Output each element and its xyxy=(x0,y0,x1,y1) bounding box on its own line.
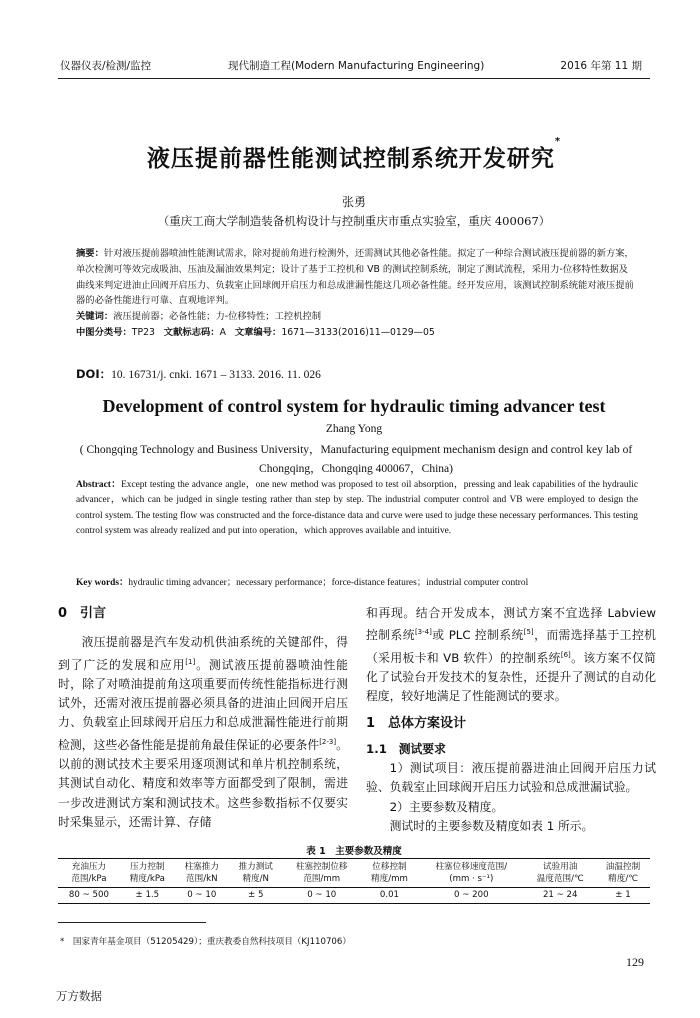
citation-5: [5] xyxy=(523,628,534,637)
th-line: 温度范围/℃ xyxy=(536,874,584,884)
footnote-rule xyxy=(58,922,206,923)
intro-cont-text-d: 。该方案不仅简化了试验台开发技术的复杂性，还提升了测试的自动化程度，较好地满足了性能测试的要求。 xyxy=(366,650,656,704)
section-1-heading: 1 总体方案设计 xyxy=(366,716,467,732)
doc-code-value: A xyxy=(219,326,226,338)
paper-title-cn xyxy=(58,136,650,173)
keywords-en-text: hydraulic timing advancer；necessary performance；force-distance features；industrial computer control xyxy=(128,578,529,588)
table-header-cell xyxy=(175,859,229,888)
article-no-label: 文章编号： xyxy=(234,326,282,338)
keywords-cn xyxy=(76,309,636,325)
author-cn: 张勇 xyxy=(341,195,366,209)
th-line: 范围/kPa xyxy=(71,874,107,884)
doi-line xyxy=(76,366,321,382)
intro-text-c: 。以前的测试技术主要采用逐项测试和单片机控制系统，其测试自动化、精度和效率等方面都受到了限制，需进一步改进测试方案和测试技术。这些参数指标不仅要实时采集显示，还需计算、存储 xyxy=(58,737,348,829)
affiliation-en: ( Chongqing Technology and Business University，Manufacturing equipment mechanism design and control key lab of Chongqing，Chongqing 400067，China) xyxy=(79,444,633,475)
author-en: Zhang Yong xyxy=(325,423,383,435)
running-header-left: 仪器仪表/检测/监控 xyxy=(60,60,152,72)
table-cell: ± 1 xyxy=(615,890,631,900)
body-left-column xyxy=(58,604,348,832)
citation-1: [1] xyxy=(185,657,196,666)
keywords-cn-label: 关键词： xyxy=(76,311,114,323)
abstract-en xyxy=(76,478,638,540)
running-header-center: 现代制造工程(Modern Manufacturing Engineering) xyxy=(228,60,485,72)
params-intro: 测试时的主要参数及精度如表 1 所示。 xyxy=(389,818,594,833)
table-cell: ± 1.5 xyxy=(135,890,160,900)
th-line: 精度/N xyxy=(242,874,269,884)
test-items-paragraph: 1）测试项目：液压提前器进油止回阀开启压力试验、负载室止回球阀开启压力试验和总成泄漏试验。 xyxy=(366,760,656,795)
title-cn-text: 液压提前器性能测试控制系统开发研究 xyxy=(146,146,555,172)
table-cell: 0 ~ 10 xyxy=(187,890,217,900)
classification-line xyxy=(76,325,636,341)
header-rule xyxy=(58,78,650,79)
abstract-cn-para xyxy=(76,246,636,309)
class-label: 中图分类号： xyxy=(76,326,132,338)
keywords-en-label: Key words： xyxy=(76,578,129,588)
intro-cont-text-a: 和再现。结合开发成本，测试方案不宜选择 Labview 控制系统 xyxy=(366,606,656,643)
intro-cont-text-b: 或 PLC 控制系统 xyxy=(431,628,524,643)
abstract-cn-label: 摘要： xyxy=(76,248,104,259)
table-header-cell xyxy=(418,859,524,888)
table-header-cell xyxy=(596,859,650,888)
th-line: 油温控制 xyxy=(605,862,641,872)
table-cell: 0 ~ 10 xyxy=(307,890,337,900)
table-header-row xyxy=(58,859,650,888)
abstract-cn-text: 针对液压提前器喷油性能测试需求，除对提前角进行检测外，还需测试其他必备性能。拟定了一种综合测试液压提前器的新方案，单次检测可等效完成吸油、压油及漏油效果判定；设计了基于工控机和 VB 的测试控制系统，制定了测试流程，采用力-位移特性数据及曲线来判定进油止回阀开启压力、负载室止回球阀开启压力和总成泄漏性能这几项必备性能。经开发应用，该测试控制系统能对液压提前器的必备性能进行可靠、直观地评判。 xyxy=(76,248,634,307)
citation-3-4: [3-4] xyxy=(414,628,432,637)
watermark-text: 万方数据 xyxy=(56,989,102,1003)
th-line: 柱塞位移速度范围/ xyxy=(435,862,508,872)
body-right-column xyxy=(366,604,656,836)
table-header-cell xyxy=(120,859,175,888)
th-line: 精度/℃ xyxy=(608,874,638,884)
th-line: 精度/mm xyxy=(371,874,408,884)
intro-paragraph xyxy=(58,633,348,832)
table-header-cell xyxy=(524,859,596,888)
th-line: 试验用油 xyxy=(543,862,578,872)
affiliation-cn: （重庆工商大学制造装备机构设计与控制重庆市重点实验室，重庆 400067） xyxy=(157,214,551,228)
intro-continued-paragraph xyxy=(366,604,656,706)
article-no-value: 1671—3133(2016)11—0129—05 xyxy=(281,326,435,338)
keywords-cn-text: 液压提前器；必备性能；力-位移特性；工控机控制 xyxy=(113,311,322,323)
section-0-heading: 0 引言 xyxy=(58,606,107,621)
intro-text-a: 液压提前器是汽车发动机供油系统的关键部件，得到了广泛的发展和应用 xyxy=(58,635,348,672)
table-header-cell xyxy=(283,859,361,888)
funding-footnote: * 国家青年基金项目（51205429）；重庆教委自然科技项目（KJ110706） xyxy=(60,937,351,947)
doi-label: DOI： xyxy=(76,367,112,381)
title-footnote-mark: * xyxy=(554,136,562,147)
table-1 xyxy=(58,858,650,904)
table-cell: 80 ~ 500 xyxy=(68,890,109,900)
abstract-cn xyxy=(76,246,636,341)
th-line: 柱塞推力 xyxy=(184,862,219,872)
params-item: 2）主要参数及精度。 xyxy=(389,799,504,814)
th-line: 柱塞控制位移 xyxy=(295,862,348,872)
paper-title-en: Development of control system for hydraulic timing advancer test xyxy=(102,396,606,416)
table-cell: 21 ~ 24 xyxy=(542,890,578,900)
citation-2-3: [2-3] xyxy=(319,737,337,746)
keywords-en xyxy=(76,574,528,588)
page-number: 129 xyxy=(626,955,644,969)
th-line: 位移控制 xyxy=(372,862,407,872)
table-cell: ± 5 xyxy=(248,890,264,900)
intro-text-b: 。测试液压提前器喷油性能时，除了对喷油提前角这项重要而传统性能指标进行测试外，还需对液压提前器必须具备的进油止回阀开启压力、负载室止回球阀开启压力和总成泄漏性能进行前期检测，这些必备性能是提前角最佳保证的必要条件 xyxy=(58,657,348,752)
doi-value: 10. 16731/j. cnki. 1671 – 3133. 2016. 11. 026 xyxy=(111,369,321,381)
citation-6: [6] xyxy=(560,650,571,659)
running-header-right: 2016 年第 11 期 xyxy=(560,60,642,72)
th-line: 压力控制 xyxy=(130,862,165,872)
table-cell: 0.01 xyxy=(379,890,400,900)
section-1-1-heading: 1.1 测试要求 xyxy=(366,741,446,756)
table-1-caption: 表 1 主要参数及精度 xyxy=(306,846,402,857)
table-header-cell xyxy=(229,859,283,888)
abstract-en-text: Except testing the advance angle，one new method was proposed to test oil absorption，pressing and leak capabilities of the hydraulic advancer，which can be judged in single testing rather than step by step. The industrial computer control and VB were employed to design the control system. The testing flow was constructed and the force-distance data and curve were used to judge these necessary performances. This testing control system was already realized and put into operation，which approves available and intuitive. xyxy=(76,480,638,537)
table-cell: 0 ~ 200 xyxy=(454,890,489,900)
abstract-en-label: Abstract： xyxy=(76,480,122,490)
th-line: 充油压力 xyxy=(71,862,107,872)
th-line: 范围/kN xyxy=(186,874,218,884)
table-header-cell xyxy=(361,859,418,888)
th-line: (mm · s⁻¹) xyxy=(449,874,494,884)
class-value: TP23 xyxy=(131,326,155,338)
table-row xyxy=(58,888,650,904)
th-line: 推力测试 xyxy=(238,862,273,872)
intro-cont-text-c: ，而需选择基于工控机（采用板卡和 VB 软件）的控制系统 xyxy=(366,628,656,665)
doc-code-label: 文献标志码： xyxy=(163,326,220,338)
table-header-cell xyxy=(58,859,120,888)
th-line: 精度/kPa xyxy=(129,874,165,884)
th-line: 范围/mm xyxy=(303,874,341,884)
